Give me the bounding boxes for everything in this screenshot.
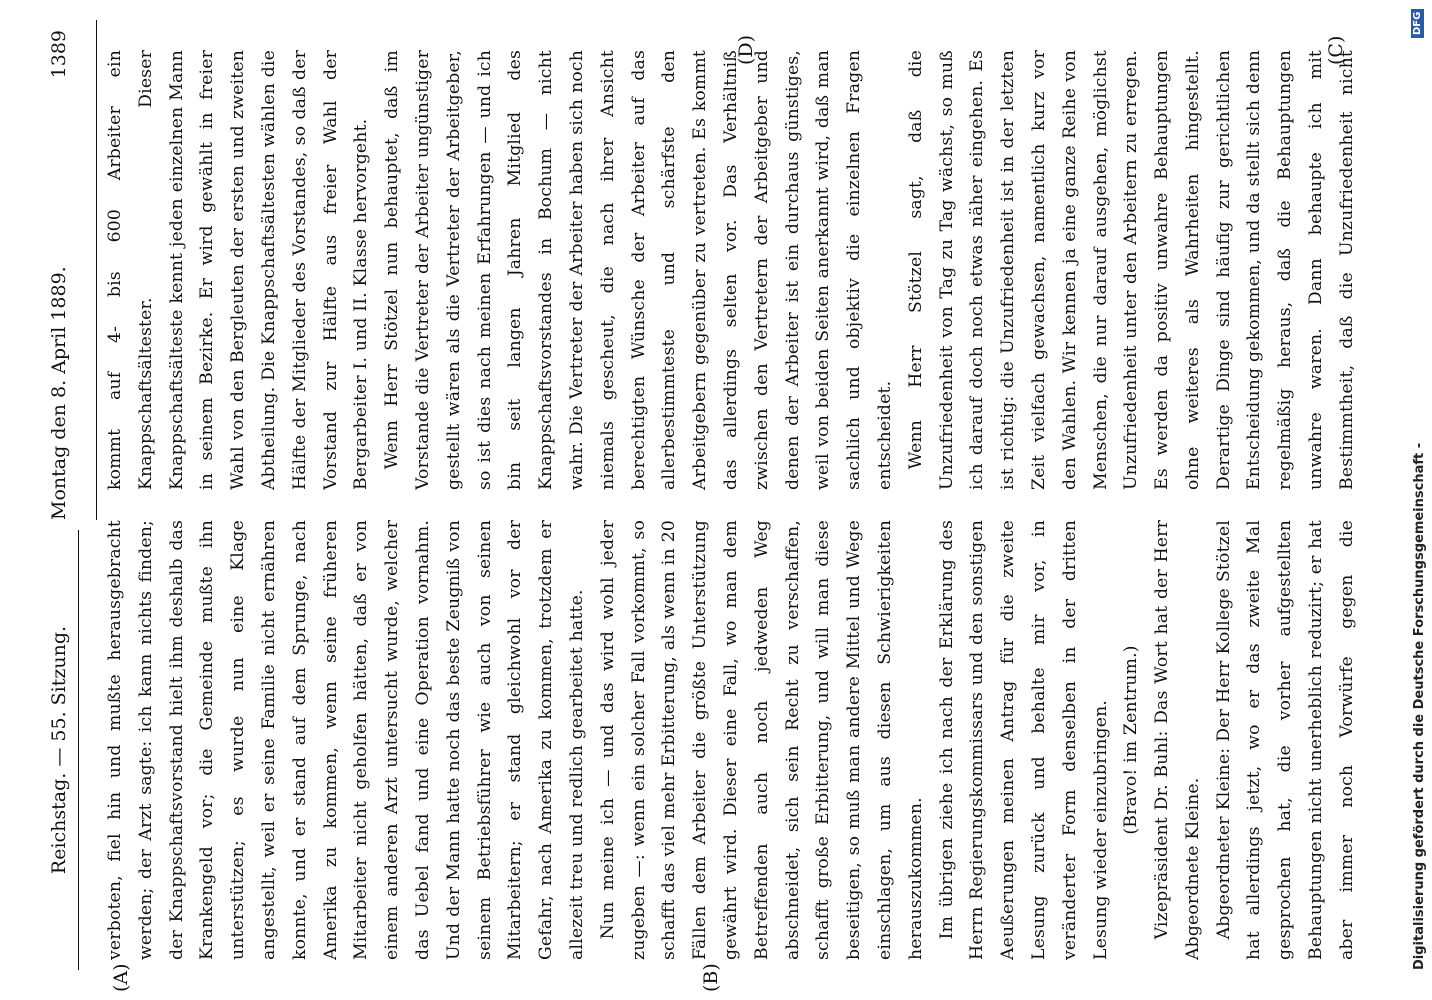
left-paragraph-5: Vizepräsident Dr. Buhl: Das Wort hat der Herr Abgeordnete Kleine. bbox=[1152, 520, 1203, 960]
left-paragraph-2: Nun meine ich — und das wird wohl jeder zugeben —: wenn ein solcher Fall vorkommt, so schafft das viel mehr Erbitterung, als wenn in 20 Fällen dem Arbeiter die größte Unterstützung gewährt wird. Dieser eine Fall, wo man dem Betreffenden auch noch jedweden Weg abschneidet, sich sein Recht zu verschaffen, schafft große Erbitterung, und will man diese beseitigen, so muß man andere Mittel und Wege einschlagen, um aus diesen Schwierigkeiten herauszukommen. bbox=[597, 520, 926, 960]
page-number: 1389 bbox=[48, 30, 70, 79]
margin-mark-a: (A) bbox=[110, 963, 132, 992]
right-header-title: Montag den 8. April 1889. bbox=[48, 266, 70, 520]
right-paragraph-3: Wenn Herr Stötzel sagt, daß die Unzufriedenheit von Tag zu Tag wächst, so muß ich darauf doch noch etwas näher eingehen. Es ist richtig: die Unzufriedenheit ist in der letzten Zeit vielfach gewachsen, namentlich kurz vor den Wahlen. Wir kennen ja eine ganze Reihe von Menschen, die nur darauf ausgehen, möglichst Unzufriedenheit unter den Arbeitern zu erregen. Es werden da positiv unwahre Behauptungen ohne weiteres als Wahrheiten hingestellt. Derartige Dinge sind häufig zur gerichtlichen Entscheidung gekommen, und da stellt sich denn regelmäßig heraus, daß die Behauptungen unwahre waren. Dann behaupte ich mit Bestimmtheit, daß die Unzufriedenheit nicht bbox=[905, 50, 1357, 490]
right-column bbox=[100, 50, 1360, 490]
column-divider bbox=[120, 501, 1360, 502]
left-paragraph-6: Abgeordneter Kleine: Der Herr Kollege Stötzel hat allerdings jetzt, wo er das zweite Mal gesprochen hat, die vorher aufgestellten Behauptungen nicht unerheblich reduzirt; er hat aber immer noch Vorwürfe gegen die bbox=[1213, 520, 1357, 960]
digitization-note bbox=[1410, 0, 1430, 1000]
right-paragraph-1: kommt auf 4- bis 600 Arbeiter ein Knappschaftsältester. Dieser Knappschaftsälteste kennt jeden einzelnen Mann in seinem Bezirke. Er wird gewählt in freier Wahl von den Bergleuten der ersten und zweiten Abtheilung. Die Knappschaftsältesten wählen die Hälfte der Mitglieder des Vorstandes, so daß der Vorstand zur Hälfte aus freier Wahl der Bergarbeiter I. und II. Klasse hervorgeht. bbox=[105, 50, 372, 490]
left-paragraph-1: verboten, fiel hin und mußte herausgebracht werden; der Arzt sagte: ich kann nichts finden; der Knappschaftsvorstand hielt ihm deshalb das Krankengeld vor; die Gemeinde mußte ihn unterstützen; es wurde nun eine Klage angestellt, weil er seine Familie nicht ernähren konnte, und er stand auf dem Sprunge, nach Amerika zu kommen, wenn seine früheren Mitarbeiter nicht geholfen hätten, daß er von einem anderen Arzt untersucht wurde, welcher das Uebel fand und eine Operation vornahm. Und der Mann hatte noch das beste Zeugniß von seinem Betriebsführer wie auch von seinen Mitarbeitern; er stand gleichwohl vor der Gefahr, nach Amerika zu kommen, trotzdem er allezeit treu und redlich gearbeitet hatte. bbox=[105, 520, 587, 960]
left-paragraph-3: Im übrigen ziehe ich nach der Erklärung des Herrn Regierungskommissars und den sonstigen Aeußerungen meinen Antrag für die zweite Lesung zurück und behalte mir vor, in veränderter Form denselben in der dritten Lesung wieder einzubringen. bbox=[936, 520, 1111, 960]
header-rule-left bbox=[78, 530, 79, 970]
margin-mark-c: (C) bbox=[1325, 35, 1347, 65]
margin-mark-b: (B) bbox=[700, 963, 722, 992]
margin-mark-d: (D) bbox=[735, 34, 757, 65]
digitization-note-text: Digitalisierung gefördert durch die Deutsche Forschungsgemeinschaft - bbox=[1412, 442, 1427, 970]
left-header-title: Reichstag. — 55. Sitzung. bbox=[48, 625, 70, 875]
right-paragraph-2: Wenn Herr Stötzel nun behauptet, daß im Vorstande die Vertreter der Arbeiter ungünstiger gestellt wären als die Vertreter der Arbeitgeber, so ist dies nach meinen Erfahrungen — und ich bin seit langen Jahren Mitglied des Knappschaftsvorstandes in Bochum — nicht wahr. Die Vertreter der Arbeiter haben sich noch niemals gescheut, die nach ihrer Ansicht berechtigten Wünsche der Arbeiter auf das allerbestimmteste und schärfste den Arbeitgebern gegenüber zu vertreten. Es kommt das allerdings selten vor. Das Verhältniß zwischen den Vertretern der Arbeitgeber und denen der Arbeiter ist ein durchaus günstiges, weil von beiden Seiten anerkannt wird, daß man sachlich und objektiv die einzelnen Fragen entscheidet. bbox=[382, 50, 895, 490]
dfg-logo-badge: DFG bbox=[1411, 9, 1424, 38]
left-paragraph-4: (Bravo! im Zentrum.) bbox=[1121, 645, 1142, 835]
header-rule-right bbox=[96, 20, 97, 520]
left-column bbox=[100, 520, 1360, 960]
